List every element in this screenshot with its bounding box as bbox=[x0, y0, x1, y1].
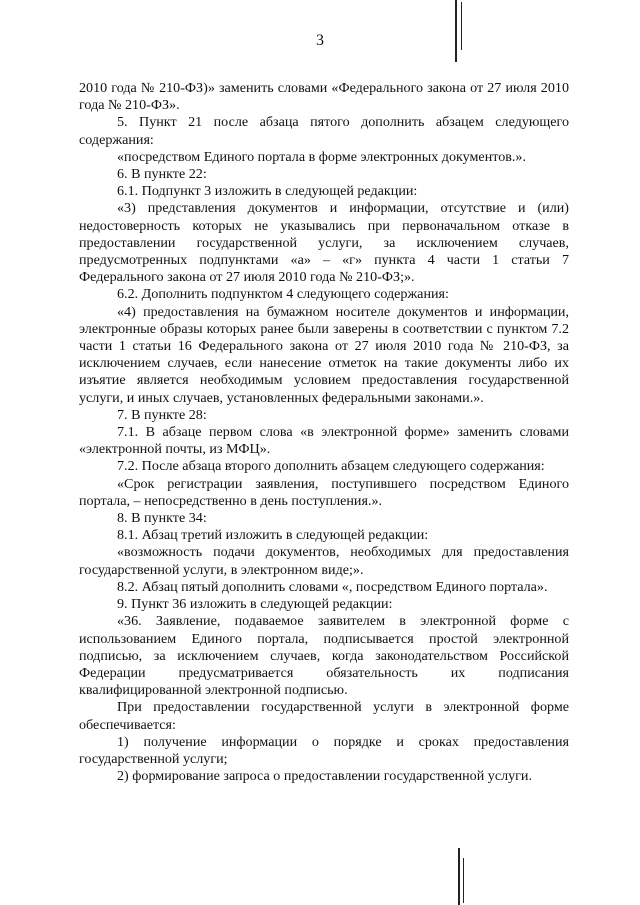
document-paragraph: «4) предоставления на бумажном носителе документов и информации, электронные образы которых ранее были заверены в соответствии с пунктом 7.2 части 1 статьи 16 Федерального закона от 27 июля 2010 года № 210-ФЗ, за исключением случаев, если нанесение отметок на такие документы либо их изъятие является необходимым условием предоставления государственной услуги, и иных случаев, установленных федеральными законами.». bbox=[79, 303, 569, 406]
document-paragraph: «посредством Единого портала в форме электронных документов.». bbox=[117, 148, 527, 165]
document-paragraph: 1) получение информации о порядке и сроках предоставления государственной услуги; bbox=[79, 733, 569, 767]
document-paragraph: 9. Пункт 36 изложить в следующей редакции: bbox=[117, 596, 393, 613]
document-paragraph: 5. Пункт 21 после абзаца пятого дополнить абзацем следующего содержания: bbox=[79, 114, 569, 148]
document-paragraph: 8. В пункте 34: bbox=[117, 510, 207, 527]
document-paragraph: «Срок регистрации заявления, поступившего посредством Единого портала, – непосредственно в день поступления.». bbox=[79, 475, 569, 509]
document-paragraph: 8.1. Абзац третий изложить в следующей редакции: bbox=[117, 527, 429, 544]
document-paragraph: При предоставлении государственной услуги в электронной форме обеспечивается: bbox=[79, 699, 569, 733]
document-body bbox=[79, 80, 569, 785]
document-paragraph: 7. В пункте 28: bbox=[117, 406, 207, 423]
scan-artifact bbox=[458, 848, 460, 905]
page-number: 3 bbox=[316, 32, 324, 49]
scan-artifact bbox=[455, 0, 457, 62]
document-paragraph: 8.2. Абзац пятый дополнить словами «, посредством Единого портала». bbox=[117, 578, 548, 595]
document-paragraph: «36. Заявление, подаваемое заявителем в электронной форме с использованием Единого портала, подписывается простой электронной подписью, за исключением случаев, когда законодательством Российской Федерации предусматривается обязательность их подписания квалифицированной электронной подписью. bbox=[79, 613, 569, 699]
document-paragraph: «3) представления документов и информации, отсутствие и (или) недостоверность которых не указывались при первоначальном отказе в предоставлении государственной услуги, за исключением случаев, предусмотренных подпунктами «а» – «г» пункта 4 части 1 статьи 7 Федерального закона от 27 июля 2010 года № 210-ФЗ;». bbox=[79, 200, 569, 286]
scan-artifact bbox=[461, 2, 462, 50]
document-paragraph: 6.2. Дополнить подпунктом 4 следующего содержания: bbox=[117, 286, 449, 303]
document-paragraph: 7.2. После абзаца второго дополнить абзацем следующего содержания: bbox=[117, 458, 545, 475]
document-paragraph: 2010 года № 210-ФЗ)» заменить словами «Федерального закона от 27 июля 2010 года № 210-ФЗ». bbox=[79, 80, 569, 114]
document-paragraph: 7.1. В абзаце первом слова «в электронной форме» заменить словами «электронной почты, из МФЦ». bbox=[79, 424, 569, 458]
document-paragraph: 2) формирование запроса о предоставлении государственной услуги. bbox=[117, 768, 532, 785]
document-paragraph: 6.1. Подпункт 3 изложить в следующей редакции: bbox=[117, 183, 418, 200]
scan-artifact bbox=[463, 858, 464, 903]
document-paragraph: 6. В пункте 22: bbox=[117, 166, 207, 183]
document-paragraph: «возможность подачи документов, необходимых для предоставления государственной услуги, в электронном виде;». bbox=[79, 544, 569, 578]
